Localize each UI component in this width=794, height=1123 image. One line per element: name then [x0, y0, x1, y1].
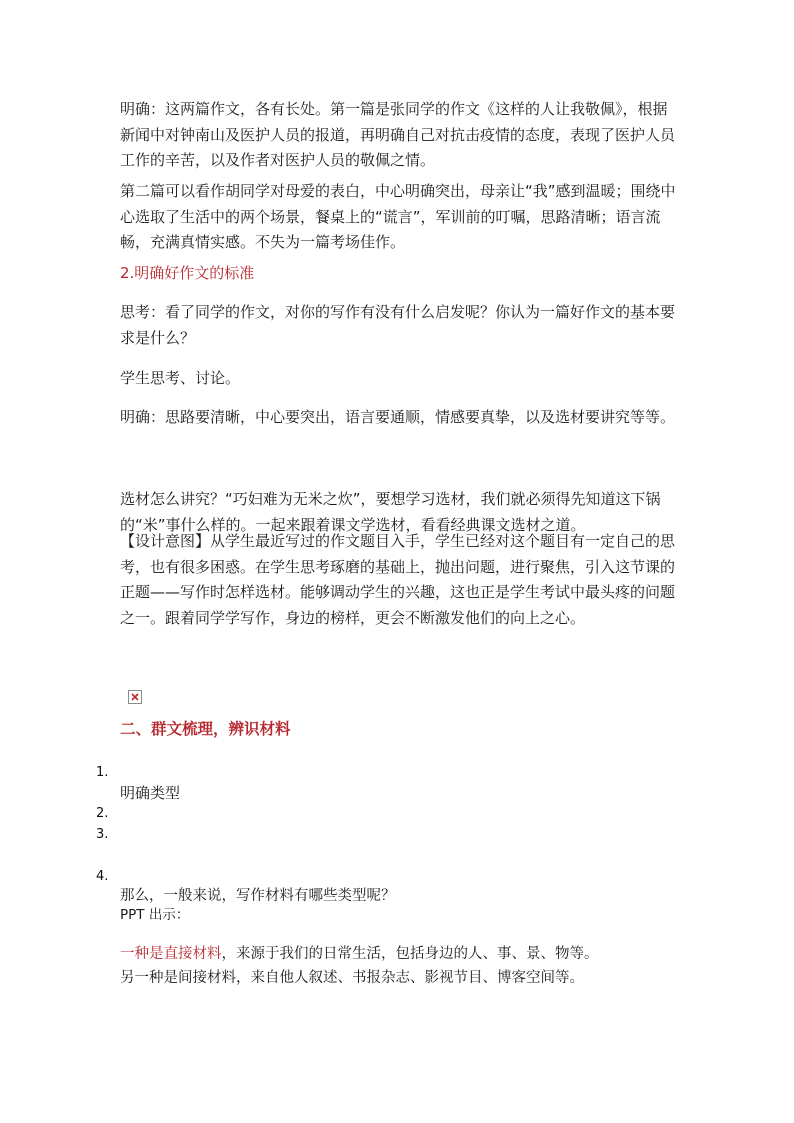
list-item-material-question: 那么，一般来说，写作材料有哪些类型呢？	[120, 888, 396, 904]
list-number-1: 1.	[96, 765, 109, 780]
direct-material-line	[120, 944, 676, 964]
list-number-4: 4.	[96, 869, 109, 884]
direct-material-highlight: 一种是直接材料	[120, 946, 222, 962]
list-item-clarify-type: 明确类型	[120, 784, 181, 802]
section-heading-group-reading: 二、群文梳理，辨识材料	[120, 720, 291, 738]
list-number-2: 2.	[96, 806, 109, 821]
paragraph-think-question: 思考：看了同学的作文，对你的写作有没有什么启发呢？你认为一篇好作文的基本要求是什么？	[120, 303, 676, 347]
indirect-material-line: 另一种是间接材料，来自他人叙述、书报杂志、影视节目、博客空间等。	[120, 970, 584, 986]
paragraph-clarify-standard: 明确：思路要清晰，中心要突出，语言要通顺，情感要真挚，以及选材要讲究等等。	[120, 408, 676, 426]
paragraph-material-selection: 选材怎么讲究？“巧妇难为无米之炊”，要想学习选材，我们就必须得先知道这下锅的“米”事什么样的。一起来跟着课文学选材，看看经典课文选材之道。	[120, 490, 661, 534]
direct-material-description: ，来源于我们的日常生活，包括身边的人、事、景、物等。	[221, 946, 599, 962]
broken-image-cross	[131, 693, 139, 701]
paragraph-analysis-first: 明确：这两篇作文，各有长处。第一篇是张同学的作文《这样的人让我敬佩》，根据新闻中对钟南山及医护人员的报道，再明确自己对抗击疫情的态度，表现了医护人员工作的辛苦，以及作者对医护人员的敬佩之情。	[120, 100, 676, 169]
list-number-3: 3.	[96, 827, 109, 842]
broken-image-icon	[128, 690, 142, 704]
paragraph-student-discussion: 学生思考、讨论。	[120, 369, 241, 387]
paragraph-design-intent: 【设计意图】从学生最近写过的作文题目入手，学生已经对这个题目有一定自己的思考，也有很多困惑。在学生思考琢磨的基础上，抛出问题，进行聚焦，引入这节课的正题——写作时怎样选材。能够调动学生的兴趣，这也正是学生考试中最头疼的问题之一。跟着同学学写作，身边的榜样，更会不断激发他们的向上之心。	[120, 532, 676, 627]
heading-good-essay-standard: 2.明确好作文的标准	[120, 264, 255, 282]
paragraph-analysis-second: 第二篇可以看作胡同学对母爱的表白，中心明确突出，母亲让“我”感到温暖；围绕中心选取了生活中的两个场景，餐桌上的“谎言”，军训前的叮嘱，思路清晰；语言流畅，充满真情实感。不失为一篇考场佳作。	[120, 182, 676, 251]
ppt-label: PPT 出示：	[120, 907, 190, 923]
